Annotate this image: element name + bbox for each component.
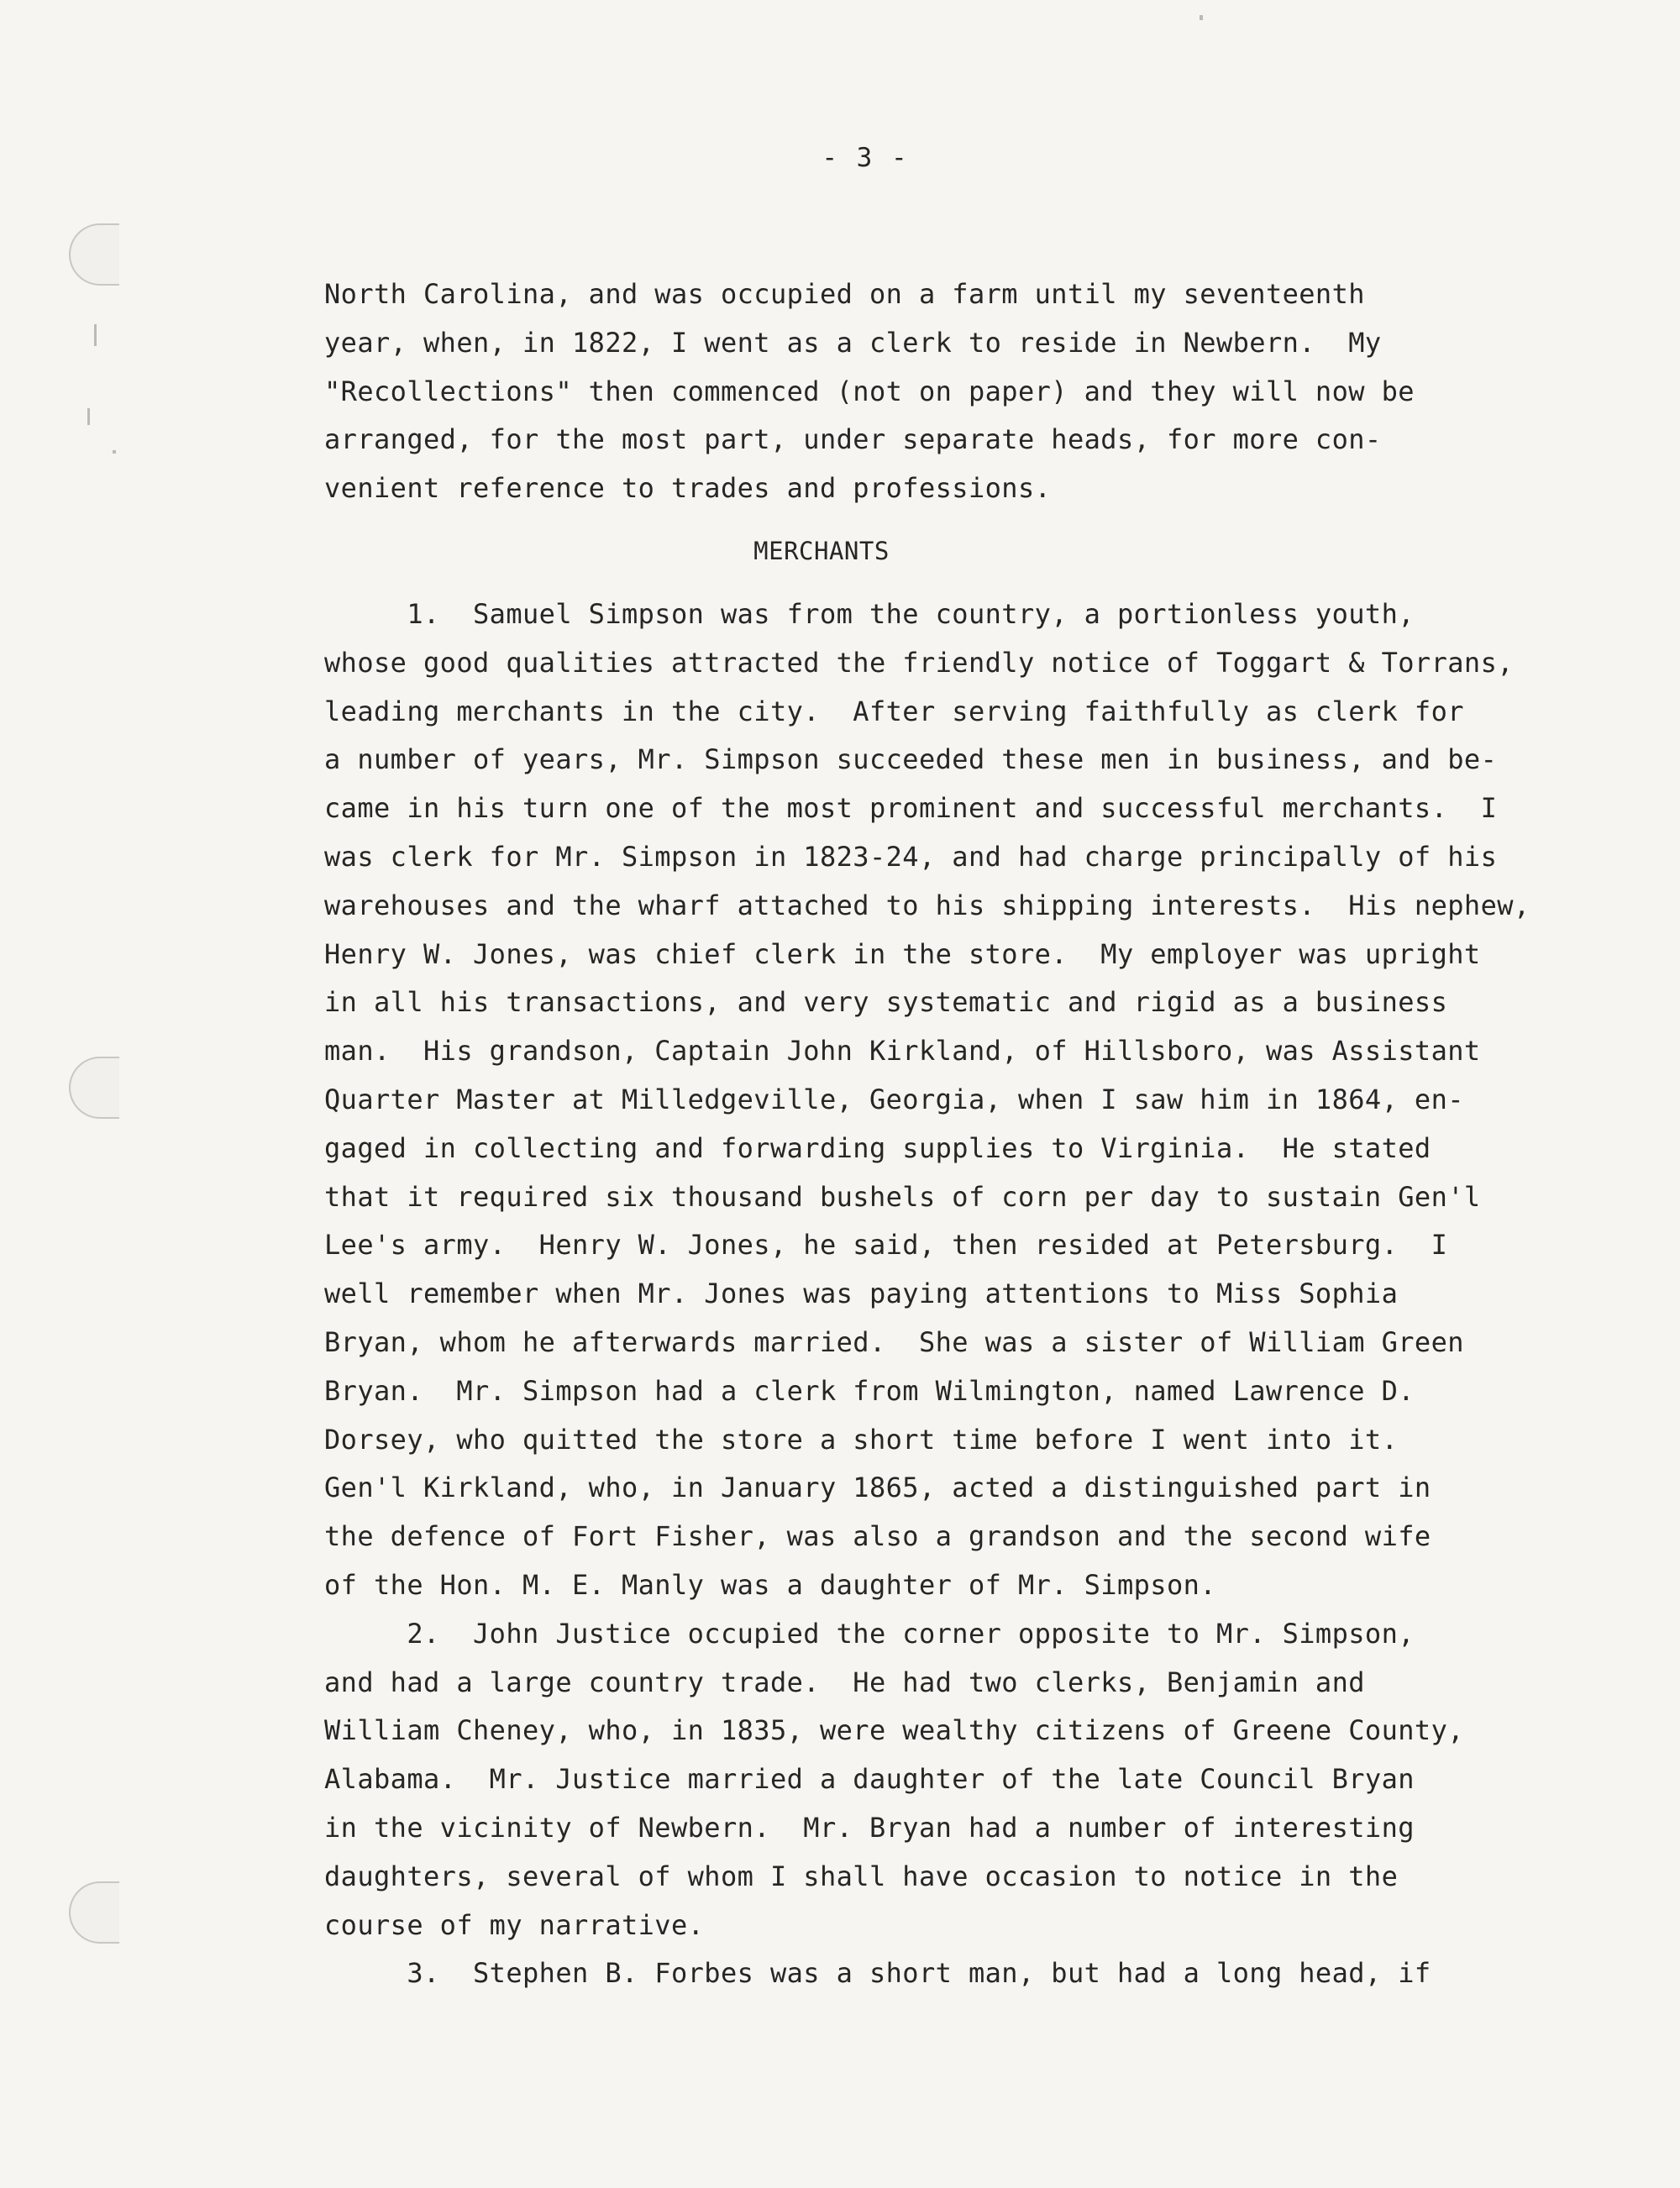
text-line: daughters, several of whom I shall have occasion to notice in the bbox=[324, 1860, 1399, 1892]
text-line: arranged, for the most part, under separate heads, for more con- bbox=[324, 423, 1382, 456]
punch-hole-bottom bbox=[69, 1881, 119, 1944]
text-line: Alabama. Mr. Justice married a daughter of the late Council Bryan bbox=[324, 1763, 1415, 1796]
text-line: venient reference to trades and professions. bbox=[324, 472, 1052, 505]
text-line: came in his turn one of the most prominent and successful merchants. I bbox=[324, 792, 1498, 825]
text-line: well remember when Mr. Jones was paying attentions to Miss Sophia bbox=[324, 1278, 1399, 1310]
text-line: that it required six thousand bushels of corn per day to sustain Gen'l bbox=[324, 1180, 1481, 1213]
text-line: Lee's army. Henry W. Jones, he said, then resided at Petersburg. I bbox=[324, 1229, 1448, 1262]
text-line: Quarter Master at Milledgeville, Georgia, when I saw him in 1864, en- bbox=[324, 1083, 1464, 1115]
text-line: William Cheney, who, in 1835, were wealthy citizens of Greene County, bbox=[324, 1714, 1464, 1747]
text-line: North Carolina, and was occupied on a farm until my seventeenth bbox=[324, 278, 1365, 310]
punch-hole-top bbox=[69, 223, 119, 286]
text-line: Bryan. Mr. Simpson had a clerk from Wilmington, named Lawrence D. bbox=[324, 1374, 1415, 1407]
text-line: and had a large country trade. He had two clerks, Benjamin and bbox=[324, 1666, 1365, 1698]
text-line: in the vicinity of Newbern. Mr. Bryan had a number of interesting bbox=[324, 1811, 1415, 1844]
text-line: leading merchants in the city. After serving faithfully as clerk for bbox=[324, 695, 1464, 727]
text-line: 1. Samuel Simpson was from the country, a portionless youth, bbox=[324, 598, 1415, 630]
merchants-body bbox=[324, 590, 1534, 1998]
text-line: course of my narrative. bbox=[324, 1908, 705, 1941]
section-heading: MERCHANTS bbox=[753, 537, 890, 565]
margin-mark bbox=[87, 408, 90, 425]
text-line: a number of years, Mr. Simpson succeeded these men in business, and be- bbox=[324, 743, 1498, 776]
text-line: man. His grandson, Captain John Kirkland, of Hillsboro, was Assistant bbox=[324, 1035, 1481, 1068]
page-number: - 3 - bbox=[822, 143, 909, 173]
text-line: of the Hon. M. E. Manly was a daughter of Mr. Simpson. bbox=[324, 1568, 1216, 1601]
text-line: 2. John Justice occupied the corner opposite to Mr. Simpson, bbox=[324, 1617, 1415, 1650]
text-line: gaged in collecting and forwarding supplies to Virginia. He stated bbox=[324, 1131, 1431, 1164]
text-line: Henry W. Jones, was chief clerk in the store. My employer was upright bbox=[324, 937, 1481, 970]
text-line: Dorsey, who quitted the store a short time before I went into it. bbox=[324, 1423, 1399, 1456]
text-line: year, when, in 1822, I went as a clerk to reside in Newbern. My bbox=[324, 326, 1382, 359]
punch-hole-middle bbox=[69, 1057, 119, 1119]
text-line: 3. Stephen B. Forbes was a short man, but had a long head, if bbox=[324, 1957, 1431, 1990]
text-line: warehouses and the wharf attached to his shipping interests. His nephew, bbox=[324, 889, 1530, 921]
margin-mark bbox=[94, 324, 97, 346]
text-line: in all his transactions, and very systematic and rigid as a business bbox=[324, 986, 1448, 1019]
text-line: Gen'l Kirkland, who, in January 1865, acted a distinguished part in bbox=[324, 1472, 1431, 1504]
intro-paragraph bbox=[324, 270, 1534, 513]
text-line: the defence of Fort Fisher, was also a grandson and the second wife bbox=[324, 1520, 1431, 1553]
margin-mark bbox=[113, 450, 116, 454]
text-line: "Recollections" then commenced (not on paper) and they will now be bbox=[324, 375, 1415, 407]
text-line: Bryan, whom he afterwards married. She was a sister of William Green bbox=[324, 1325, 1464, 1358]
margin-mark bbox=[1200, 15, 1203, 20]
text-line: was clerk for Mr. Simpson in 1823-24, and had charge principally of his bbox=[324, 840, 1498, 873]
text-line: whose good qualities attracted the friendly notice of Toggart & Torrans, bbox=[324, 646, 1514, 679]
